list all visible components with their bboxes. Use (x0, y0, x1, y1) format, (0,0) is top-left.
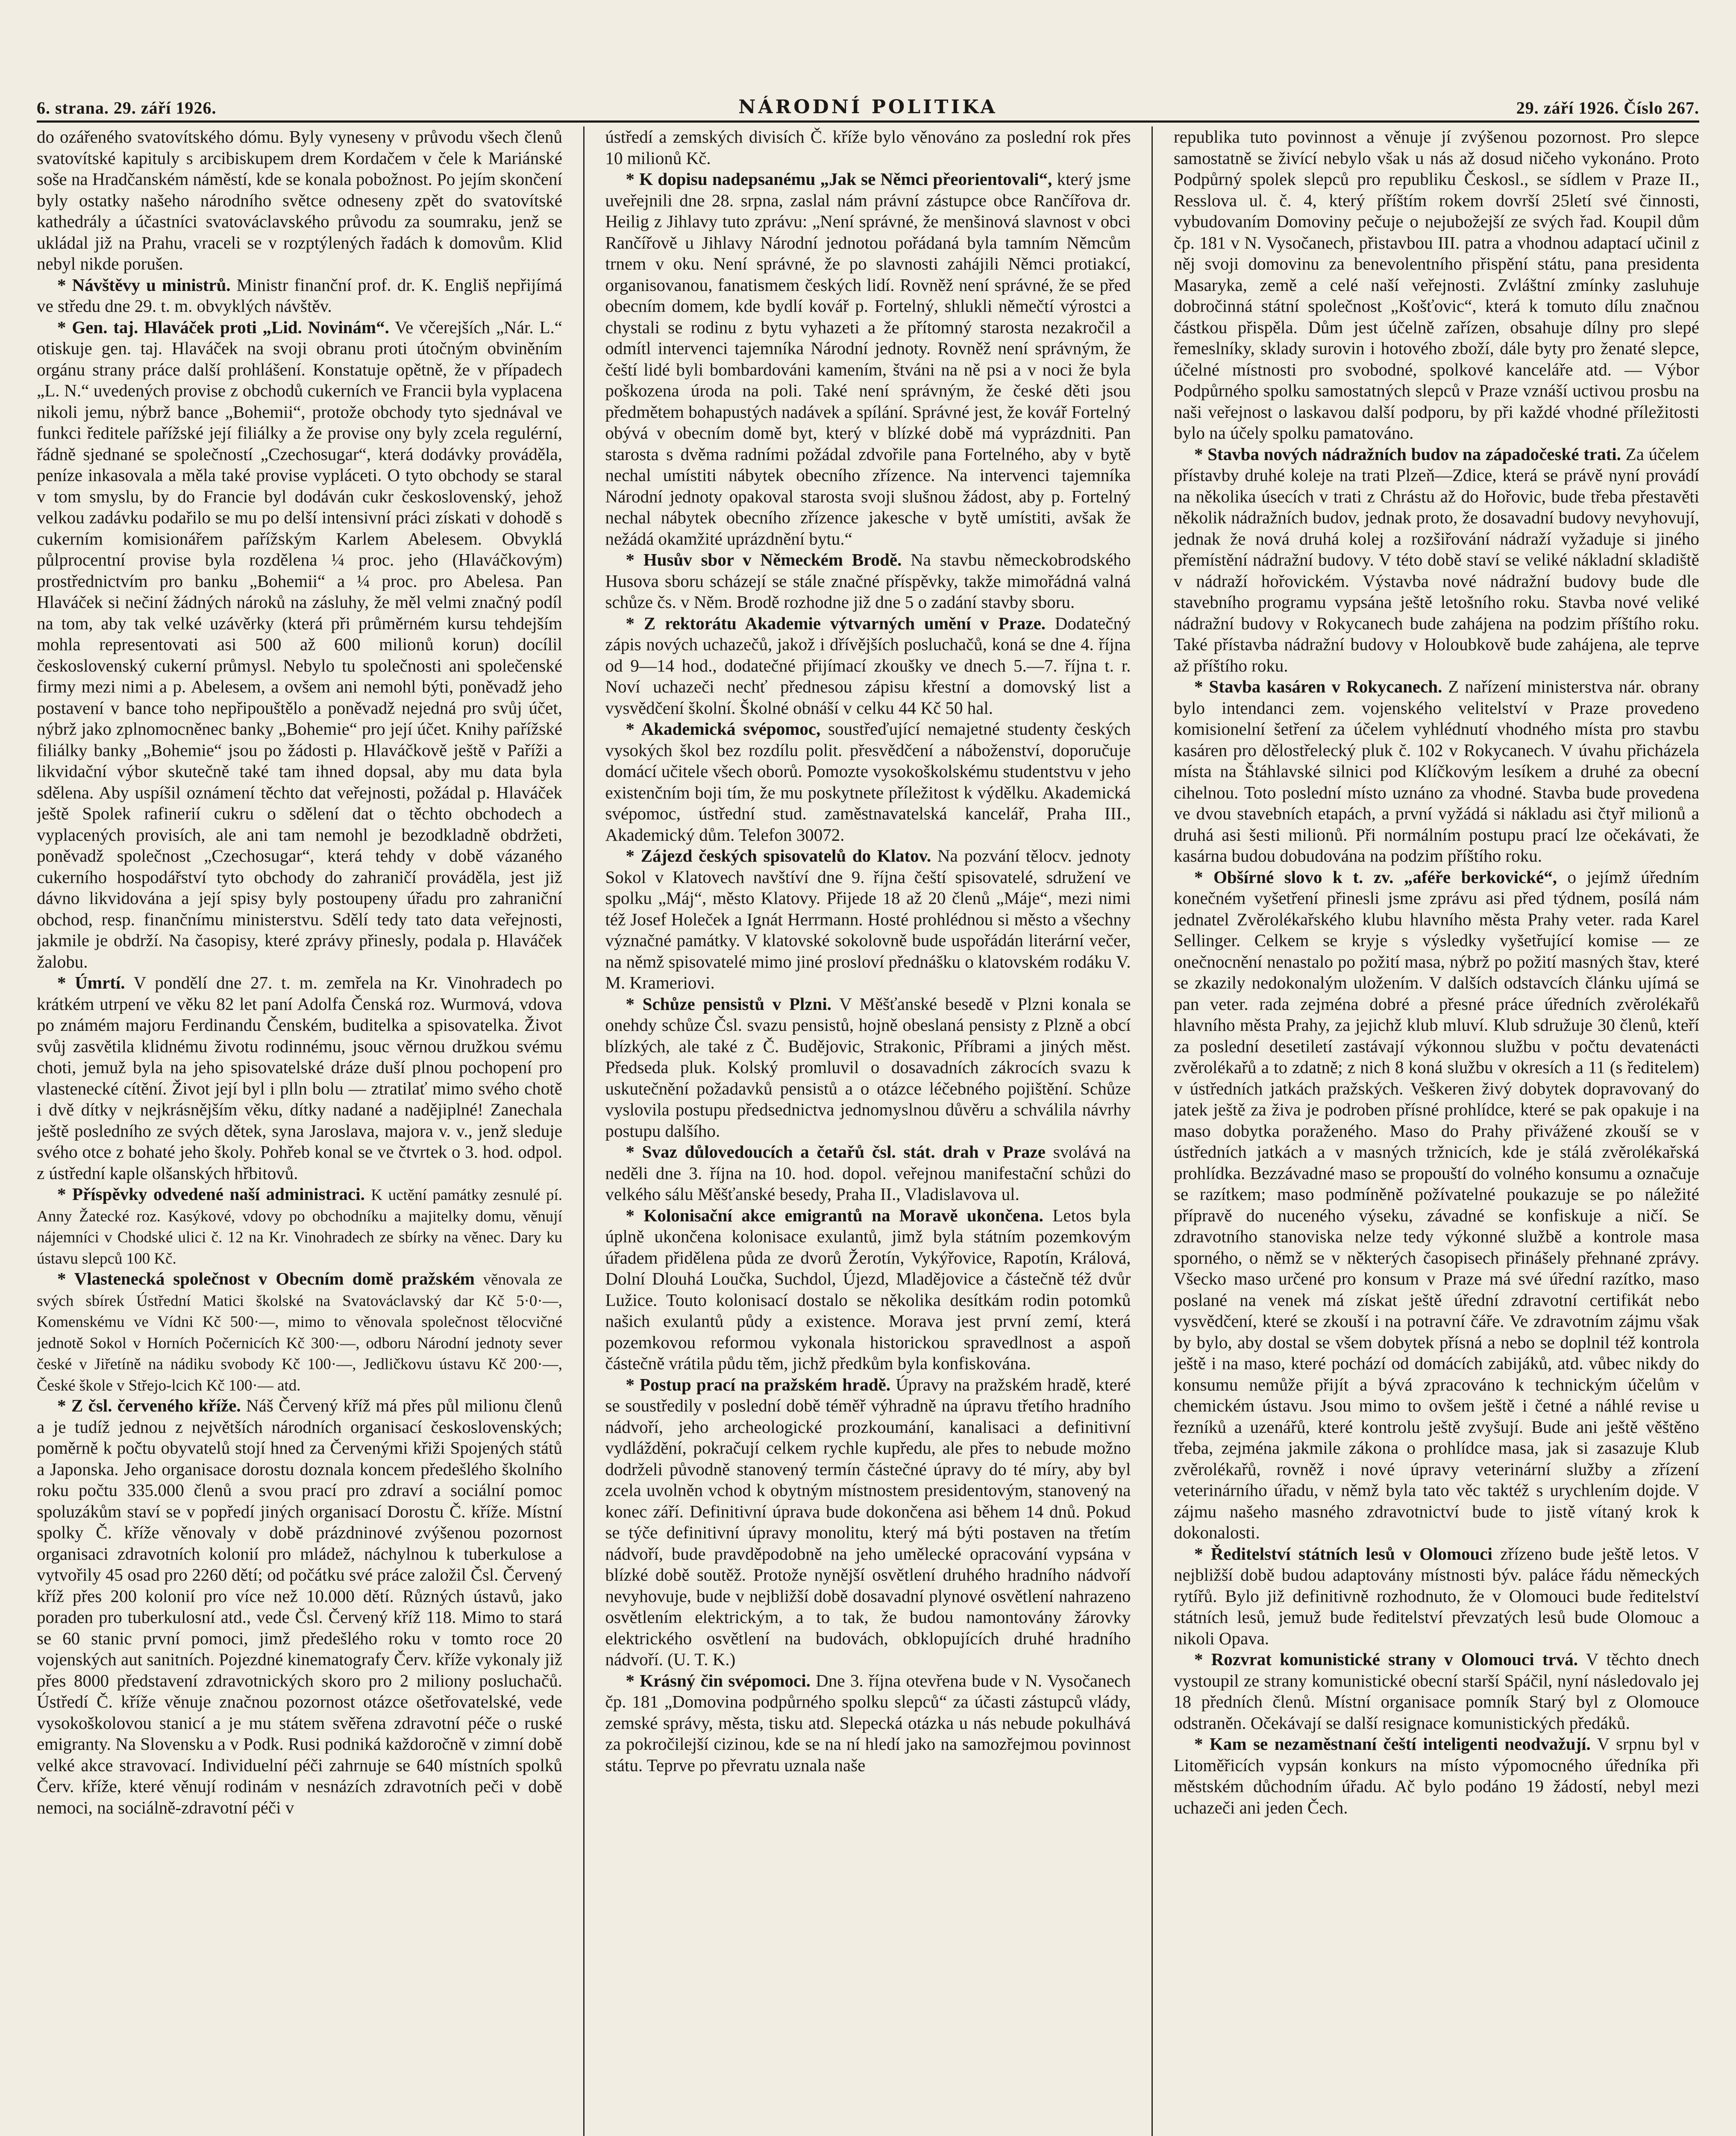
news-item (1174, 1734, 1699, 1818)
news-body: soustřeďující nemajetné studenty českých vysokých škol bez rozdílu polit. přesvědčení a náboženství, doporučuje domácí učitele všech oborů. Pomozte vysokoškolskému studentstvu v jeho existenčním boji tím, že mu poskytnete příležitost k výdělku. Akademická svépomoc, ústřední stud. zaměstnavatelská kancelář, Praha III., Akademický dům. Telefon 30072. (605, 719, 1131, 845)
news-item (1174, 444, 1699, 677)
news-item (605, 1374, 1131, 1670)
news-body: Úpravy na pražském hradě, které se soustředily v poslední době téměř výhradně na úpravu třetího hradního nádvoří, jeho archeologické prozkoumání, kanalisaci a definitivní vydláždění, pokračují celkem rychle kupředu, ale přes to nebude možno dodrželi původně stanovený termín částečné úpravy do té míry, aby byl zcela uvolněn vchod k obytným místnostem presidentovým, stanovený na konec září. Definitivní úprava bude dokončena asi během 14 dnů. Pokud se týče definitivní úpravy monolitu, který má býti postaven na třetím nádvoří, bude pravděpodobně na jeho umělecké opracování vypsána v blízké době soutěž. Protože nynější osvětlení druhého hradního nádvoří nevyhovuje, bude v nejbližší době dosavadní plynové osvětlení nahrazeno osvětlením elektrickým, a to tak, že budou namontovány žárovky elektrického osvětlení na budovách, obklopujících druhé hradního nádvoří. (U. T. K.) (605, 1374, 1131, 1669)
news-item (605, 1141, 1131, 1205)
column-divider (1151, 126, 1153, 2136)
news-body: V pondělí dne 27. t. m. zemřela na Kr. Vinohradech po krátkém utrpení ve věku 82 let paní Adolfa Čenská roz. Wurmová, vdova po známém majoru Ferdinandu Čenském, buditelka a spisovatelka. Život svůj zasvětila klidnému životu rodinnému, jsouc věrnou družkou svému choti, jemuž byla na jeho spisovatelské dráze duší plnou pochopení pro vlastenecké cítění. Život její byl i plln bolu — ztratilať mimo svého chotě i dvě dítky v nejkrásnějším věku, dítky nadané a nadějiplné! Zanechala ještě posledního ze svých dětek, syna Jaroslava, majora v. v., jenž sleduje svého otce z bohaté jeho školy. Pohřeb konal se ve čtvrtek o 3. hod. odpol. z ústřední kaple olšanských hřbitovů. (37, 973, 562, 1183)
news-heading: * Ředitelství státních lesů v Olomouci (1194, 1543, 1492, 1564)
news-heading: * Kolonisační akce emigrantů na Moravě ukončena. (626, 1205, 1043, 1225)
news-item (37, 1268, 562, 1395)
header-page-date: 6. strana. 29. září 1926. (37, 98, 217, 117)
news-body: Ministr finanční prof. dr. K. Engliš nepřijímá ve středu dne 29. t. m. obvyklých návštěv. (37, 275, 562, 316)
article-paragraph: republika tuto povinnost a věnuje jí zvýšenou pozornost. Pro slepce samostatně se živící nebylo však u nás až dosud ničeho vykonáno. Proto Podpůrný spolek slepců pro republiku Českosl., se sídlem v Praze II., Resslova ul. č. 4, který příštím rokem dovrší 25letí své činnosti, vybudovaním Domoviny pečuje o nejubožejší ze svých řad. Koupil dům čp. 181 v N. Vysočanech, přistavbou III. patra a vhodnou adaptací učinil z něj svoji domovinu za benevolentního přispění státu, pana presidenta Masaryka, země a celé naší veřejnosti. Zvláštní zmínky zasluhuje dobročinná státní společnost „Košťovic“, která k tomuto dílu značnou částkou přispěla. Dům jest účelně zařízen, obsahuje dílny pro slepé řemeslníky, sklady surovin i hotového zboží, dále byty pro ženaté slepce, účelné místnosti pro svobodné, spolkové kanceláře atd. — Výbor Podpůrného spolku samostatných slepců v Praze vznáší uctivou prosbu na naši veřejnost o laskavou další podporu, by při každé vhodné příležitosti bylo na účely spolku pamatováno. (1174, 127, 1699, 443)
news-item (1174, 676, 1699, 867)
news-body: svolává na neděli dne 3. října na 10. hod. dopol. veřejnou manifestační schůzi do velkého sálu Měšťanské besedy, Praha II., Vladislavova ul. (605, 1142, 1131, 1204)
news-heading: * Rozvrat komunistické strany v Olomouci trvá. (1194, 1649, 1578, 1669)
news-heading: * Úmrtí. (57, 973, 125, 992)
page-header (37, 91, 1699, 123)
news-body: Náš Červený kříž má přes půl milionu členů a je tudíž jednou z největších národních organisací československých; poměrně k počtu obyvatelů stojí hned za Červenými křiži Spojených států a Japonska. Jeho organisace dorostu doznala koncem předešlého školního roku počtu 335.000 členů a svou prací pro zdraví a sociální pomoc spoluzákům staví se v popředí jiných organisací Dorostu Č. kříže. Místní spolky Č. kříže věnovaly v době prázdninové zvýšenou pozornost organisaci zdravotních kolonií pro mládež, náchylnou k tuberkulose a vytvořily 45 osad pro 2260 dětí; od počátku své práce založil Čsl. Červený kříž přes 200 kolonií pro více než 10.000 dětí. Různých ústavů, jako poraden pro tuberkulosní atd., vede Čsl. Červený kříž 118. Mimo to stará se 60 stanic první pomoci, jimž předešlého roku v tomto roce 20 vojenských aut sanitních. Pojezdné kinematografy Červ. kříže vykonaly již přes 8000 představení zdravotnických skoro pro 2 miliony posluchačů. Ústředí Č. kříže věnuje značnou pozornost otázce ošetřovatelské, vede vysokoškolovou stanicí a je mu státem svěřena zdravotní péče o ruské emigranty. Na Slovensku a v Podk. Rusi podniká každoročně v zimní době velké akce stravovací. Individuelní péči zahrnuje se 640 místních spolků Červ. kříže, které věnují rodinám v nesnázích zdravotních peči v době nemoci, na sociálně-zdravotní péči v (37, 1396, 562, 1817)
news-heading: * Schůze pensistů v Plzni. (626, 994, 832, 1014)
header-issue-number: 29. září 1926. Číslo 267. (1516, 98, 1699, 117)
news-heading: * Příspěvky odvedené naší administraci. (57, 1184, 365, 1204)
news-item (37, 972, 562, 1184)
news-body: věnovala ze svých sbírek Ústřední Matici školské na Svatováclavský dar Kč 5·0·—, Komenskému ve Vídni Kč 500·—, mimo to věnovala společnost tělocvičné jednotě Sokol v Horních Počernicích Kč 300·—, odboru Národní jednoty sever české v Jiřetíně na nádiku svobody Kč 100·—, Jedličkovu ústavu Kč 200·—, České škole v Střejo-lcich Kč 100·— atd. (37, 1271, 562, 1394)
news-item (37, 275, 562, 317)
news-heading: * Postup prací na pražském hradě. (626, 1374, 891, 1394)
news-item (1174, 1543, 1699, 1649)
column-divider (583, 126, 585, 2136)
article-paragraph: ústředí a zemských divisích Č. kříže bylo věnováno za poslední rok přes 10 milionů Kč. (605, 127, 1131, 168)
news-item (605, 169, 1131, 549)
news-body: Za účelem přístavby druhé koleje na trati Plzeň—Zdice, která se právě nyní provádí na několika úsecích v trati z Chrástu až do Hořovic, bude třeba přestavěti několik nádražních budov, jednak proto, že dosavadní budovy nevyhovují, jednak že nová druhá kolej a rozšiřování nádraží vyžaduje si jiného přemístění nádražní budovy. V této době staví se veliké nákladní skladiště v nádraží hořovickém. Výstavba nové nádražní budovy bude dle stavebního programu vypsána ještě letošního roku. Stavba nové veliké nádražní budovy v Rokycanech bude zahájena na podzim příštího roku. Také přístavba nádražní budovy v Holoubkově bude zahájena, ale teprve až příštího roku. (1174, 444, 1699, 675)
news-body: zřízeno bude ještě letos. V nejbližší době budou adaptovány místnosti býv. paláce řádu německých rytířů. Bylo již definitivně rozhodnuto, že v Olomouci bude ředitelství státních lesů, jemuž bude ředitelství převzatých lesů bude Olomouc a nikoli Opava. (1174, 1543, 1699, 1648)
news-heading: * Kam se nezaměstnaní čeští inteligenti neodvažují. (1194, 1734, 1591, 1754)
news-item (605, 1670, 1131, 1776)
news-heading: * Stavba kasáren v Rokycanech. (1194, 677, 1442, 696)
news-item (37, 1184, 562, 1268)
news-item (605, 994, 1131, 1142)
article-paragraph: do ozářeného svatovítského dómu. Byly vyneseny v průvodu všech členů svatovítské kapituly s arcibiskupem drem Kordačem v čele k Mariánské soše na Hradčanském náměstí, kde se konala pobožnost. Po jejím skončení byly ostatky našeho národního světce odneseny zpět do svatovítské kathedrály a účastníci svatováclavského průvodu za soumraku, jenž se ukládal již na Prahu, vraceli se v rozptýlených řadách k domovům. Klid nebyl nikde porušen. (37, 127, 562, 273)
news-heading: * Gen. taj. Hlaváček proti „Lid. Novinám“. (57, 317, 389, 337)
news-body: Ve včerejších „Nár. L.“ otiskuje gen. taj. Hlaváček na svoji obranu proti útočným obviněním orgánu strany práce další prohlášení. Konstatuje opětně, že v případech „L. N.“ uvedených provise z obchodů cukerních ve Francii byla vyplacena nikoli jemu, nýbrž bance „Bohemii“, protože obchody tyto sjednával ve funkci ředitele pařížské její filiálky a že provise ony byly zcela regulérní, řádně sjednané se společností „Czechosugar“, která dodávky prováděla, peníze inkasovala a měla také provise vypláceti. O tyto obchody se staral v tom smyslu, by do Francie byl dodáván cukr československý, jehož velkou zadávku podařilo se mu po delší intensivní práci získati v dohodě s cukerním komisionářem pařížským Karlem Abelesem. Obvyklá půlprocentní provise byla rozdělena ¼ proc. jeho (Hlaváčkovým) prostřednictvím pro banku „Bohemii“ a ¼ proc. pro Abelesa. Pan Hlaváček si nečiní žádných nároků na zásluhy, že měl velmi značný podíl na tom, aby tak velké uzávěrky (která při průměrném kursu tehdejším mohla representovati asi 500 až 600 milionů korun) docílil československý cukerní průmysl. Nebylo tu společnosti ani společenské firmy mezi nimi a p. Abelesem, a ovšem ani nemohl býti, poněvadž jeho postavení v bance toho nepřipouštělo a poněvadž nejedná pro svůj účet, nýbrž jako zplnomocněnec banky „Bohemie“ pro její účet. Knihy pařížské filiálky banky „Bohemie“ jsou po žádosti p. Hlaváčkově ještě v Paříži a likvidační výbor skutečně také tam ihned dopsal, aby mu data byla sdělena. Aby uspíšil oznámení těchto dat veřejnosti, požádal p. Hlaváček ještě Spolek rafinerií cukru o sdělení dat o těchto obchodech a vyplacených provisích, ale ani tam nemohl je bezodkladně obdržeti, poněvadž společnost „Czechosugar“, která tehdy v době vázaného cukerního hospodářství tyto obchody do zahraničí prováděla, jest již dávno likvidována a její spisy byly postoupeny úřadu pro zahraniční obchod, resp. finančnímu ministerstvu. Sdělí tedy tato data veřejnosti, jakmile je obdrží. Na časopisy, které zprávy přinesly, podala p. Hlaváček žalobu. (37, 317, 562, 971)
masthead-title: NÁRODNÍ POLITIKA (738, 96, 998, 118)
news-heading: * Z rektorátu Akademie výtvarných umění v Praze. (626, 613, 1046, 633)
news-body: V srpnu byl v Litoměřicích vypsán konkurs na místo výpomocného úředníka při městském důchodním úřadu. Ač bylo podáno 19 žádostí, nebyl mezi uchazeči ani jeden Čech. (1174, 1734, 1699, 1817)
news-heading: * Návštěvy u ministrů. (57, 275, 231, 295)
news-item (605, 845, 1131, 994)
news-heading: * Krásný čin svépomoci. (626, 1670, 811, 1690)
news-body: o jejímž úředním konečném vyšetření přinesli jsme zprávu asi před týdnem, posílá nám jednatel Zvěrolékařského klubu hlavního města Prahy veter. rada Karel Sellinger. Celkem se kryje s výsledky vyšetřující komise — ze onečnocnění nenastalo po požití masa, nýbrž po požití masných štav, které se zkazily nedokonalým uložením. V dalších odstavcích článku ujímá se pan veter. rada zejména dobré a přesné práce úředních zvěrolékařů hlavního města Prahy, za jejichž klub mluví. Klub sdružuje 30 členů, kteří za poslední desetiletí zastávají výkonnou službu v počtu devatenácti zvěrolékařů a to zdatně; z nich 8 koná službu v okresích a 11 (s ředitelem) v ústředních jatkách pražských. Veškeren živý dobytek dopravovaný do jatek ještě za živa je podroben přísné prohlídce, které se pak opakuje i na maso dobytka poraženého. Maso do Prahy přivážené zkouší se v ústředních jatkách a v masných tržnicích, kde je stálá zvěrolékařská prohlídka. Bezzávadné maso se propouští do volného konsumu a označuje se razítkem; maso podmíněně požívatelné poukazuje se po náležité přípravě do nuceného výseku, závadné se konfiskuje a ničí. Se zdravotního stanoviska nelze tedy výkonné službě a kontrole masa sporného, o němž se v některých časopisech přinášely přehnané zprávy. Všecko maso určené pro konsum v Praze má své úřední razítko, maso poslané na venek má získat ještě úřední zdravotní certifikát nebo vysvědčení, které se zkouší i na potravní čáře. Ve zdravotním zájmu však by bylo, aby dostal se všem dobytek přísná a nebo se doplnil též kontrola ještě i na maso, které pochází od domácích zabijáků, atd. vůbec nikdy do konsumu nemůže přijít a bývá zpracováno k technickým účelům v chemickém ústavu. Jsou mimo to ovšem ještě i četné a náhlé revise u řezníků a uzenářů, které kontrolu ještě zvyšují. Bude ani ještě věštěno třeba, zejména jakmile zákona o prohlídce masa, jak si zasazuje Klub zvěrolékařů, rovněž i nové úpravy veterinární služby a zřízení veterinárního úřadu, v němž byla tato věc taktéž s urychlením dojde. V zájmu našeho masného zdravotnictví bude to jistě vítaný krok k dokonalosti. (1174, 867, 1699, 1542)
news-heading: * Obšírné slovo k t. zv. „aféře berkovické“, (1194, 867, 1557, 887)
news-item (605, 1205, 1131, 1374)
news-item (1174, 1649, 1699, 1734)
news-heading: * Husův sbor v Německém Brodě. (626, 550, 902, 569)
news-item (605, 549, 1131, 613)
news-body: Dodatečný zápis nových uchazečů, jakož i dřívějších posluchačů, koná se dne 4. října od 9—14 hod., dodatečné přijímací zkoušky ve dnech 5.—7. října t. r. Noví uchazeči nechť přednesou zápisu křestní a domovský list a vysvědčení školní. Školné obnáší v celku 44 Kč 50 hal. (605, 613, 1131, 718)
news-item (1174, 867, 1699, 1543)
news-item (37, 317, 562, 973)
news-body: Z nařízení ministerstva nár. obrany bylo intendanci zem. vojenského velitelství v Praze provedeno komisionelní šetření za účelem vyhlédnutí vhodného místa pro stavbu kasáren pro dělostřelecký pluk č. 102 v Rokycanech. V úvahu přicházela místa na Štáhlavské silnici pod Klíčkovým lesíkem a druhé za obecní cihelnou. Toto poslední místo uznáno za vhodné. Stavba bude provedena ve dvou stavebních etapách, a první vyžádá si nákladu asi čtyř milionů a druhá asi šesti milionů. Při normálním postupu prací lze očekávati, že kasárna budou dobudována na podzim příštího roku. (1174, 677, 1699, 866)
article-columns (37, 126, 1699, 2136)
news-body: V těchto dnech vystoupil ze strany komunistické obecní starší Spáčil, nyní následovalo jej 18 předních členů. Místní organisace pomník Starý byl z Olomouce odstraněn. Očekávají se další resignace komunistických předáků. (1174, 1649, 1699, 1733)
news-heading: * Stavba nových nádražních budov na západočeské trati. (1194, 444, 1621, 464)
news-item (37, 1395, 562, 1818)
news-body: V Měšťanské besedě v Plzni konala se onehdy schůze Čsl. svazu pensistů, hojně obeslaná pensisty z Plzně a obcí blízkých, ale také z Č. Budějovic, Strakonic, Příbrami a jiných měst. Předseda pluk. Kolský promluvil o dosavadních zákrocích svazu k uskutečnění požadavků pensistů a o otázce léčebného pojištění. Schůze vyslovila postupu předsednictva jednomyslnou důvěru a schválila návrhy postupu dalšího. (605, 994, 1131, 1141)
news-heading: * Akademická svépomoc, (626, 719, 821, 739)
news-body: Dne 3. října otevřena bude v N. Vysočanech čp. 181 „Domovina podpůrného spolku slepců“ za účasti zástupců vlády, zemské správy, města, tisku atd. Slepecká otázka u nás nebude pokulhává za pokročilejší cizinou, kde se na ní hledí jako na samozřejmou povinnost státu. Teprve po převratu uznala naše (605, 1670, 1131, 1775)
news-body: Na pozvání tělocv. jednoty Sokol v Klatovech navštíví dne 9. října čeští spisovatelé, sdružení ve spolku „Máj“, město Klatovy. Přijede 18 až 20 členů „Máje“, mezi nimi též Josef Holeček a Ignát Herrmann. Hosté prohlédnou si město a všechny význačné památky. V klatovské sokolovně bude uspořádán literární večer, na němž spisovatelé mimo jiné prosloví přednášku o klatovském rodáku V. M. Krameriovi. (605, 846, 1131, 992)
news-heading: * Vlastenecká společnost v Obecním domě pražském (57, 1269, 475, 1288)
column-3 (1174, 126, 1699, 2136)
news-body: Letos byla úplně ukončena kolonisace exulantů, jimž byla státním pozemkovým úřadem přidělena půda ze dvorů Žerotín, Vykýřovice, Rapotín, Králová, Dolní Dlouhá Loučka, Suchdol, Újezd, Mladějovice a částečně též dvůr Lužice. Touto kolonisací dostalo se několika desítkám rodin potomků našich exulantů půdy a existence. Morava jest první zemí, která pozemkovou reformou vykonala historickou spravedlnost a aspoň částečně vrátila půdu těm, jichž předkům byla konfiskována. (605, 1205, 1131, 1373)
news-heading: * K dopisu nadepsanému „Jak se Němci přeorientovali“, (626, 169, 1052, 189)
news-body: který jsme uveřejnili dne 28. srpna, zaslal nám právní zástupce obce Rančířova dr. Heilig z Jihlavy tuto zprávu: „Není správné, že menšinová slavnost v obci Rančířově u Jihlavy Národní jednotou pořádaná byla tamním Němcům trnem v oku. Není správné, že po slavnosti zahájili Němci protiakcí, organisovanou, fanatismem českých lidí. Rovněž není správné, že se před obecním domem, kde bydlí kovář p. Fortelný, shlukli němečtí výrostci a chystali se rodinu z bytu vyhazeti a že přítomný starosta nezakročil a odmítl intervenci tajemníka Národní jednoty. Rovněž není správným, že čeští lidé byli bombardováni kamením, štváni na ně psi a v noci že byla poškozena úroda na poli. Také není správným, že české děti jsou předmětem bohapustých nadávek a spílání. Správné jest, že kovář Fortelný obývá v obecním domě byt, který v blízké době má vyprázdniti. Pan starosta s dvěma radními požádal zdvořile pana Fortelného, aby v bytě nechal umístiti nábytek obecního zřízence. Na intervenci tajemníka Národní jednoty opakoval starosta svoji slušnou žádost, aby p. Fortelný nechal nábytek obecního zřízence jakesche v bytě umístiti, avšak že nežádá okamžité uprázdnění bytu.“ (605, 169, 1131, 549)
news-item (605, 719, 1131, 845)
news-body: K uctění památky zesnulé pí. Anny Žatecké roz. Kasýkové, vdovy po obchodníku a majitelky domu, věnují nájemníci v Chodské ulici č. 12 na Kr. Vinohradech ze sbírky na věnec. Dary ku ústavu slepců 100 Kč. (37, 1186, 562, 1268)
column-2 (605, 126, 1131, 2136)
news-heading: * Zájezd českých spisovatelů do Klatov. (626, 846, 931, 866)
news-item (605, 613, 1131, 719)
news-heading: * Z čsl. červeného kříže. (57, 1396, 241, 1415)
column-1 (37, 126, 562, 2136)
news-heading: * Svaz důlovedoucích a četařů čsl. stát. drah v Praze (626, 1142, 1046, 1162)
news-body: Na stavbu německobrodského Husova sboru scházejí se stále značné příspěvky, takže mimořádná valná schůze čs. v Něm. Brodě rozhodne již dne 5 o zadání stavby sboru. (605, 550, 1131, 612)
